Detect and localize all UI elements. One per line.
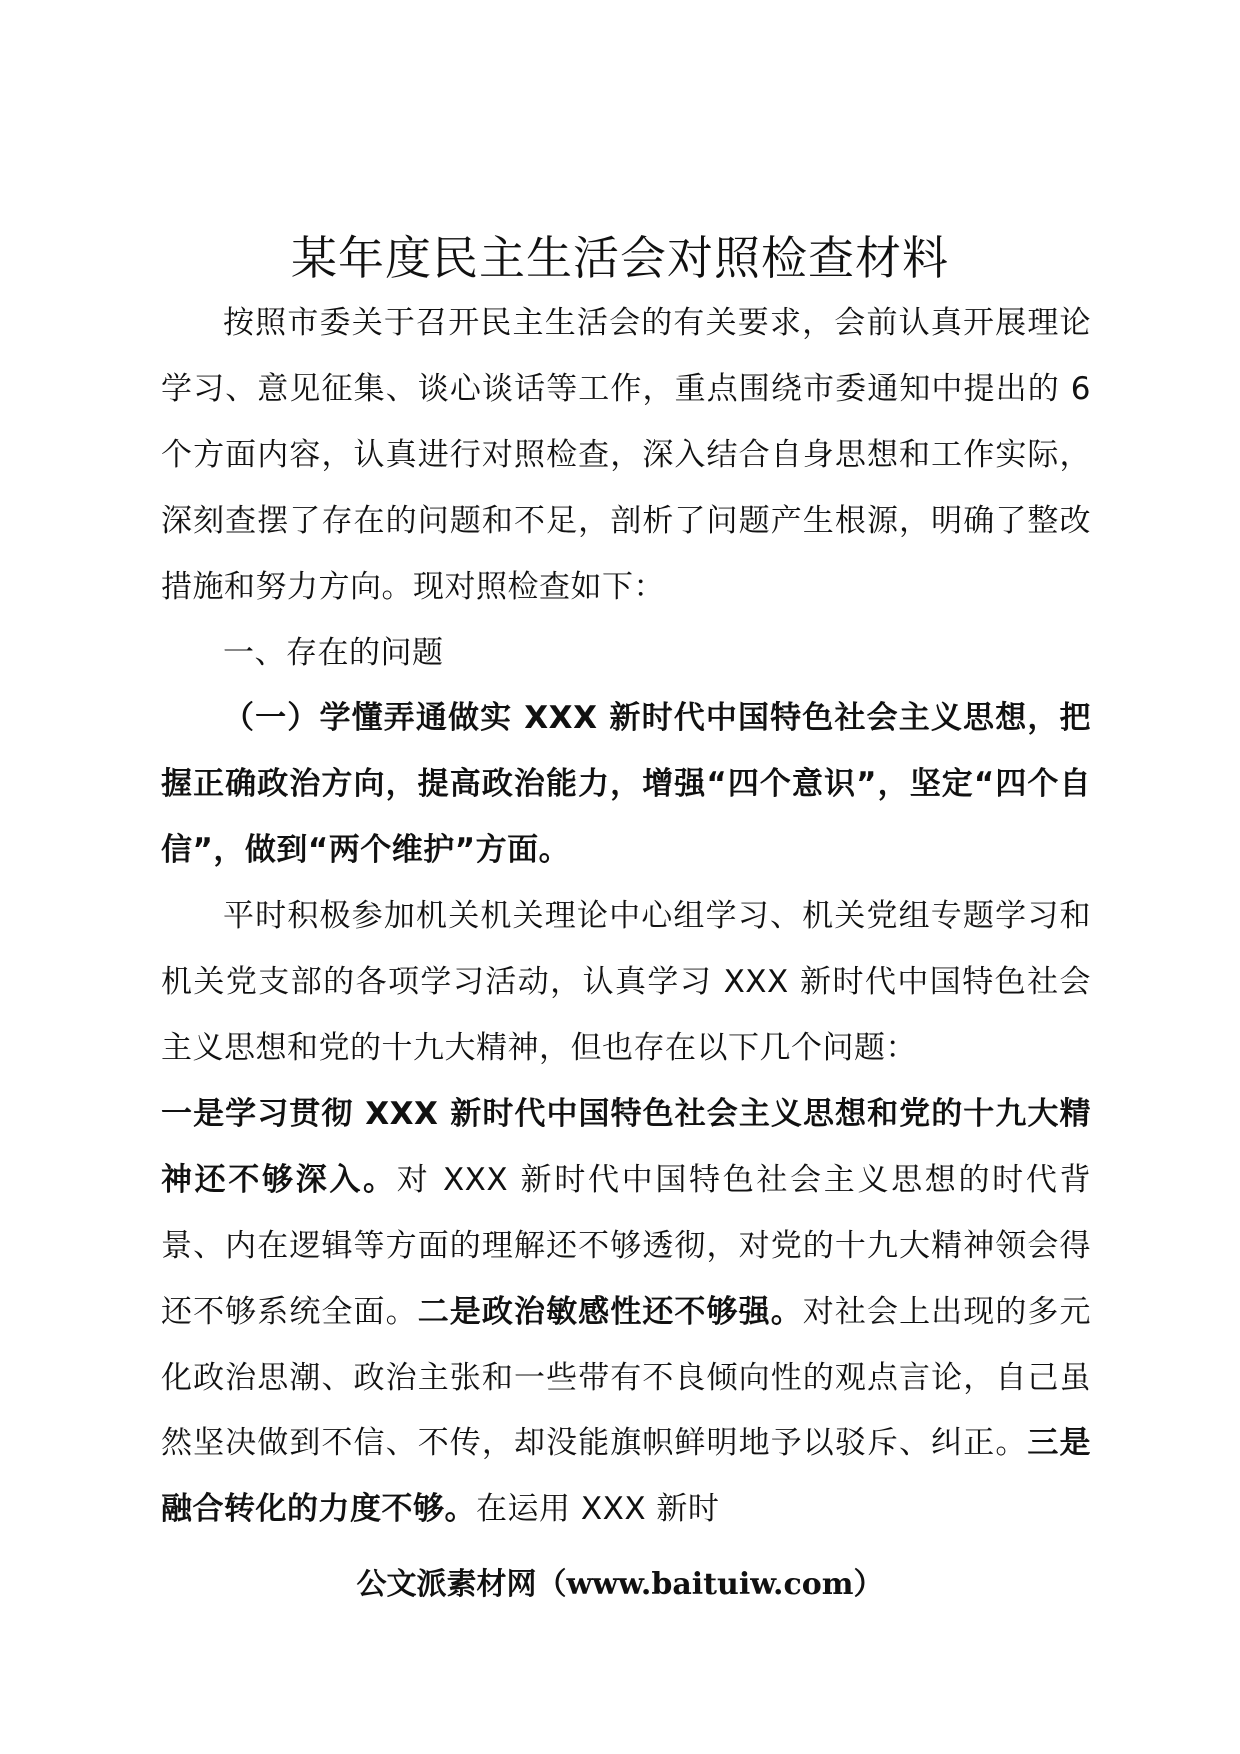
section-heading: 一、存在的问题 bbox=[223, 634, 444, 671]
issue-3-text: 在运用 XXX 新时 bbox=[476, 1491, 720, 1528]
issues-paragraph bbox=[161, 1082, 1091, 1543]
issue-2-heading: 二是政治敏感性还不够强。 bbox=[417, 1293, 803, 1330]
issues-intro-paragraph: 平时积极参加机关机关理论中心组学习、机关党组专题学习和机关党支部的各项学习活动，认真学习 XXX 新时代中国特色社会主义思想和党的十九大精神，但也存在以下几个问题： bbox=[161, 898, 1091, 1066]
issue-1-heading: 一是学习贯彻 XXX 新时代中国特色社会主义思想和党的十九大精神还不够深入。 bbox=[161, 1095, 1091, 1198]
issue-2-text: 对社会上出现的多元化政治思潮、政治主张和一些带有不良倾向性的观点言论，自己虽然坚决做到不信、不传，却没能旗帜鲜明地予以驳斥、纠正。 bbox=[161, 1293, 1092, 1462]
subsection-heading: （一）学懂弄通做实 XXX 新时代中国特色社会主义思想，把握正确政治方向，提高政治能力，增强“四个意识”，坚定“四个自信”，做到“两个维护”方面。 bbox=[161, 700, 1091, 869]
issue-1-text: 对 XXX 新时代中国特色社会主义思想的时代背景、内在逻辑等方面的理解还不够透彻，对党的十九大精神领会得还不够系统全面。 bbox=[161, 1161, 1091, 1330]
issue-3-heading: 三是融合转化的力度不够。 bbox=[161, 1425, 1092, 1528]
document-title: 某年度民主生活会对照检查材料 bbox=[291, 231, 949, 285]
footer-watermark: 公文派素材网（www.baituiw.com） bbox=[356, 1567, 884, 1602]
intro-paragraph: 按照市委关于召开民主生活会的有关要求，会前认真开展理论学习、意见征集、谈心谈话等工作，重点围绕市委通知中提出的 6 个方面内容，认真进行对照检查，深入结合自身思想和工作实际，深刻查摆了存在的问题和不足，剖析了问题产生根源，明确了整改措施和努力方向。现对照检查如下： bbox=[161, 305, 1091, 605]
document-body bbox=[161, 291, 1091, 1543]
